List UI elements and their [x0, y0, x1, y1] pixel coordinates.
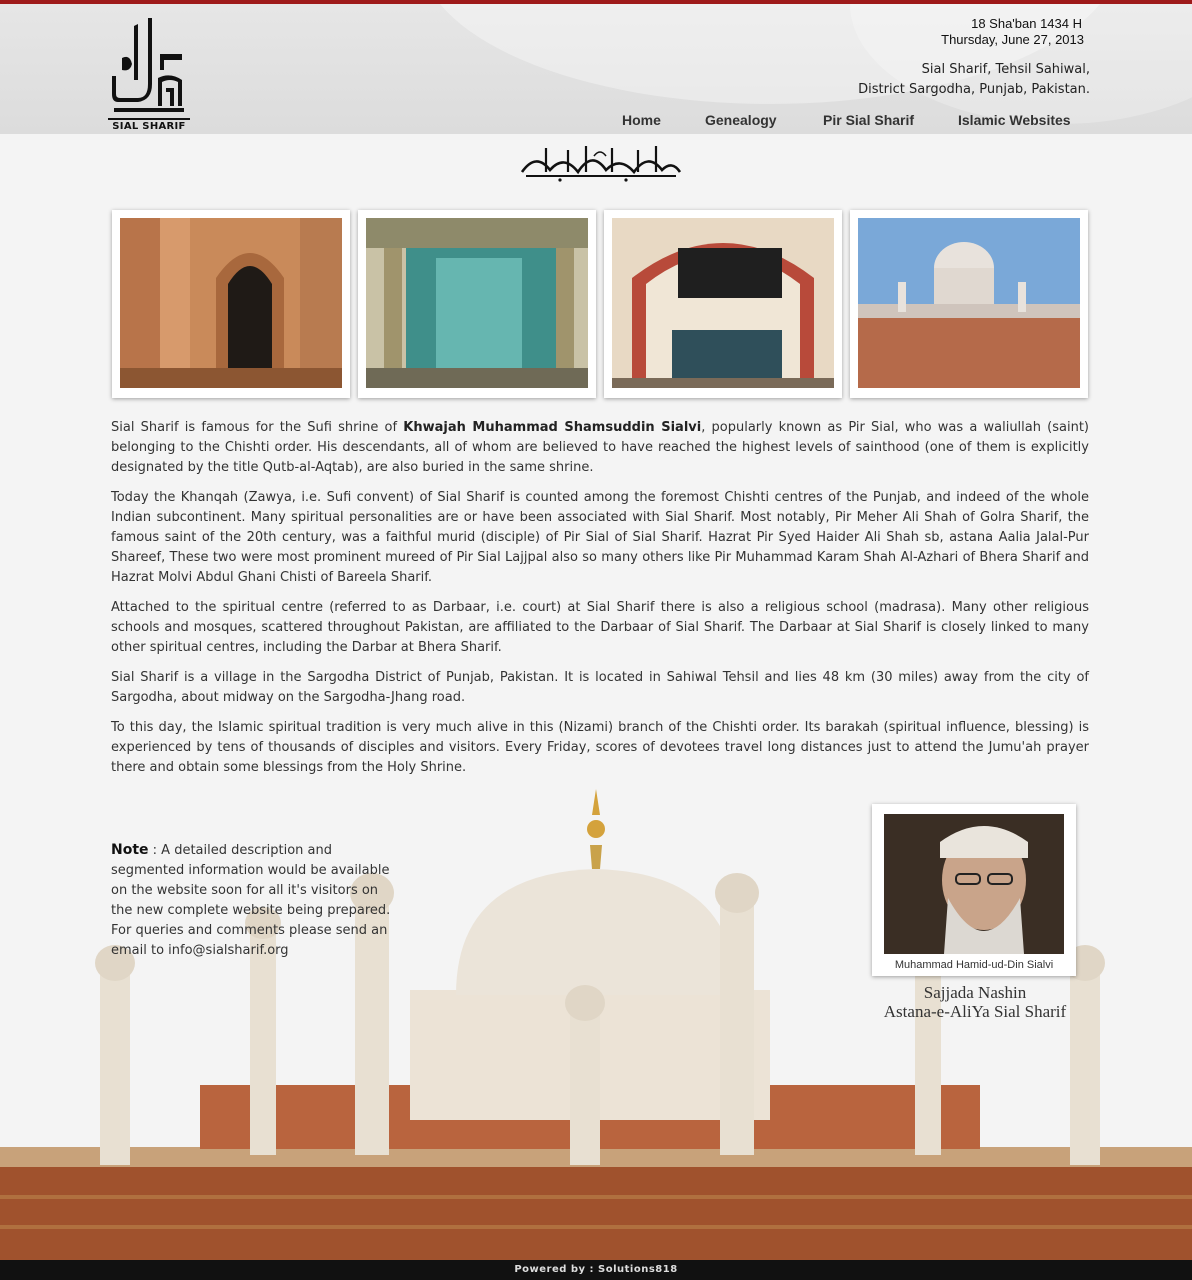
gallery-image-2[interactable] [358, 210, 596, 398]
note-text: : A detailed description and segmented information would be available on the website soon for all it's visitors on the new complete website being prepared. For queries and comments please send an email to [111, 843, 391, 958]
address-block [858, 60, 1090, 100]
address-line-1: Sial Sharif, Tehsil Sahiwal, [921, 62, 1090, 77]
title-line-2: Astana-e-AliYa Sial Sharif [883, 1002, 1067, 1021]
note-label: Note [111, 842, 149, 858]
title-line-1: Sajjada Nashin [923, 983, 1027, 1002]
content-paragraph: To this day, the Islamic spiritual tradition is very much alive in this (Nizami) branch of the Chishti order. Its barakah (spiritual influence, blessing) is experienced by tens of thousands of disciples and visitors. Every Friday, scores of devotees travel long distances just to attend the Jumu'ah prayer there and obtain some blessings from the Holy Shrine. [111, 720, 1089, 775]
gallery-image-4[interactable] [850, 210, 1088, 398]
content-paragraph: Today the Khanqah (Zawya, i.e. Sufi convent) of Sial Sharif is counted among the foremost Chishti centres of the Punjab, and indeed of the whole Indian subcontinent. Many spiritual personalities are or have been associated with Sial Sharif. Most notably, Pir Meher Ali Shah of Golra Sharif, the famous saint of the 20th century, was a faithful murid (disciple) of Pir Sial of Sial Sharif. Hazrat Pir Syed Haider Ali Shah sb, astana Aalia Jalal-Pur Shareef, These two were most prominent mureed of Pir Sial Lajjpal also so many others like Pir Muhammad Karam Shah Al-Azhari of Bhera Sharif and Hazrat Molvi Abdul Ghani Chisti of Bareela Sharif. [111, 490, 1089, 585]
shrine-tomb-photo [366, 218, 588, 388]
logo-caption: SIAL SHARIF [108, 118, 190, 132]
arched-doorway-photo [120, 218, 342, 388]
main-content [111, 418, 1089, 788]
site-header [0, 4, 1192, 134]
bismillah-calligraphy-icon [516, 142, 686, 184]
contact-email[interactable]: info@sialsharif.org [168, 943, 289, 958]
site-footer: Powered by : Solutions818 [0, 1260, 1192, 1280]
content-paragraph: Sial Sharif is a village in the Sargodha District of Punjab, Pakistan. It is located in Sahiwal Tehsil and lies 48 km (30 miles) away from the city of Sargodha, about midway on the Sargodha-Jhang road. [111, 670, 1089, 705]
date-block [941, 16, 1084, 48]
sajjada-title [860, 983, 1090, 1021]
p1-end: , popularly known as Pir Sial, who was a waliullah (saint) belonging to the Chishti order. His descendants, all of whom are believed to have reached the highest levels of sainthood (one of them is explicitly designated by the title Qutb-al-Aqtab), are also buried in the same shrine. [111, 420, 1089, 475]
gallery-image-1[interactable] [112, 210, 350, 398]
site-logo[interactable] [108, 14, 190, 132]
nav-pir-sial-sharif[interactable]: Pir Sial Sharif [823, 112, 915, 128]
portrait-caption: Muhammad Hamid-ud-Din Sialvi [894, 959, 1054, 971]
content-paragraph: Attached to the spiritual centre (referred to as Darbaar, i.e. court) at Sial Sharif there is also a religious school (madrasa). Many other religious schools and mosques, scattered throughout Pakistan, are affiliated to the Darbaar of Sial Sharif. The Darbaar at Sial Sharif is closely linked to many other spiritual centres, including the Darbar at Bhera Sharif. [111, 600, 1089, 655]
nav-genealogy[interactable]: Genealogy [705, 112, 777, 128]
content-paragraph [111, 418, 1089, 478]
nav-home[interactable]: Home [622, 112, 661, 128]
portrait-photo [884, 814, 1064, 954]
gregorian-date: Thursday, June 27, 2013 [941, 32, 1084, 47]
p1-start: Sial Sharif is famous for the Sufi shrine of [111, 420, 404, 435]
photo-gallery [112, 210, 1090, 402]
gallery-image-3[interactable] [604, 210, 842, 398]
calligraphy-logo-icon [108, 14, 190, 116]
note-box [111, 840, 401, 961]
nav-islamic-websites[interactable]: Islamic Websites [958, 112, 1071, 128]
address-line-2: District Sargodha, Punjab, Pakistan. [858, 82, 1090, 97]
shrine-entrance-photo [612, 218, 834, 388]
portrait-frame [872, 804, 1076, 976]
hijri-date: 18 Sha'ban 1434 H [971, 16, 1082, 31]
saint-name: Khwajah Muhammad Shamsuddin Sialvi [403, 420, 702, 435]
shrine-dome-photo [858, 218, 1080, 388]
